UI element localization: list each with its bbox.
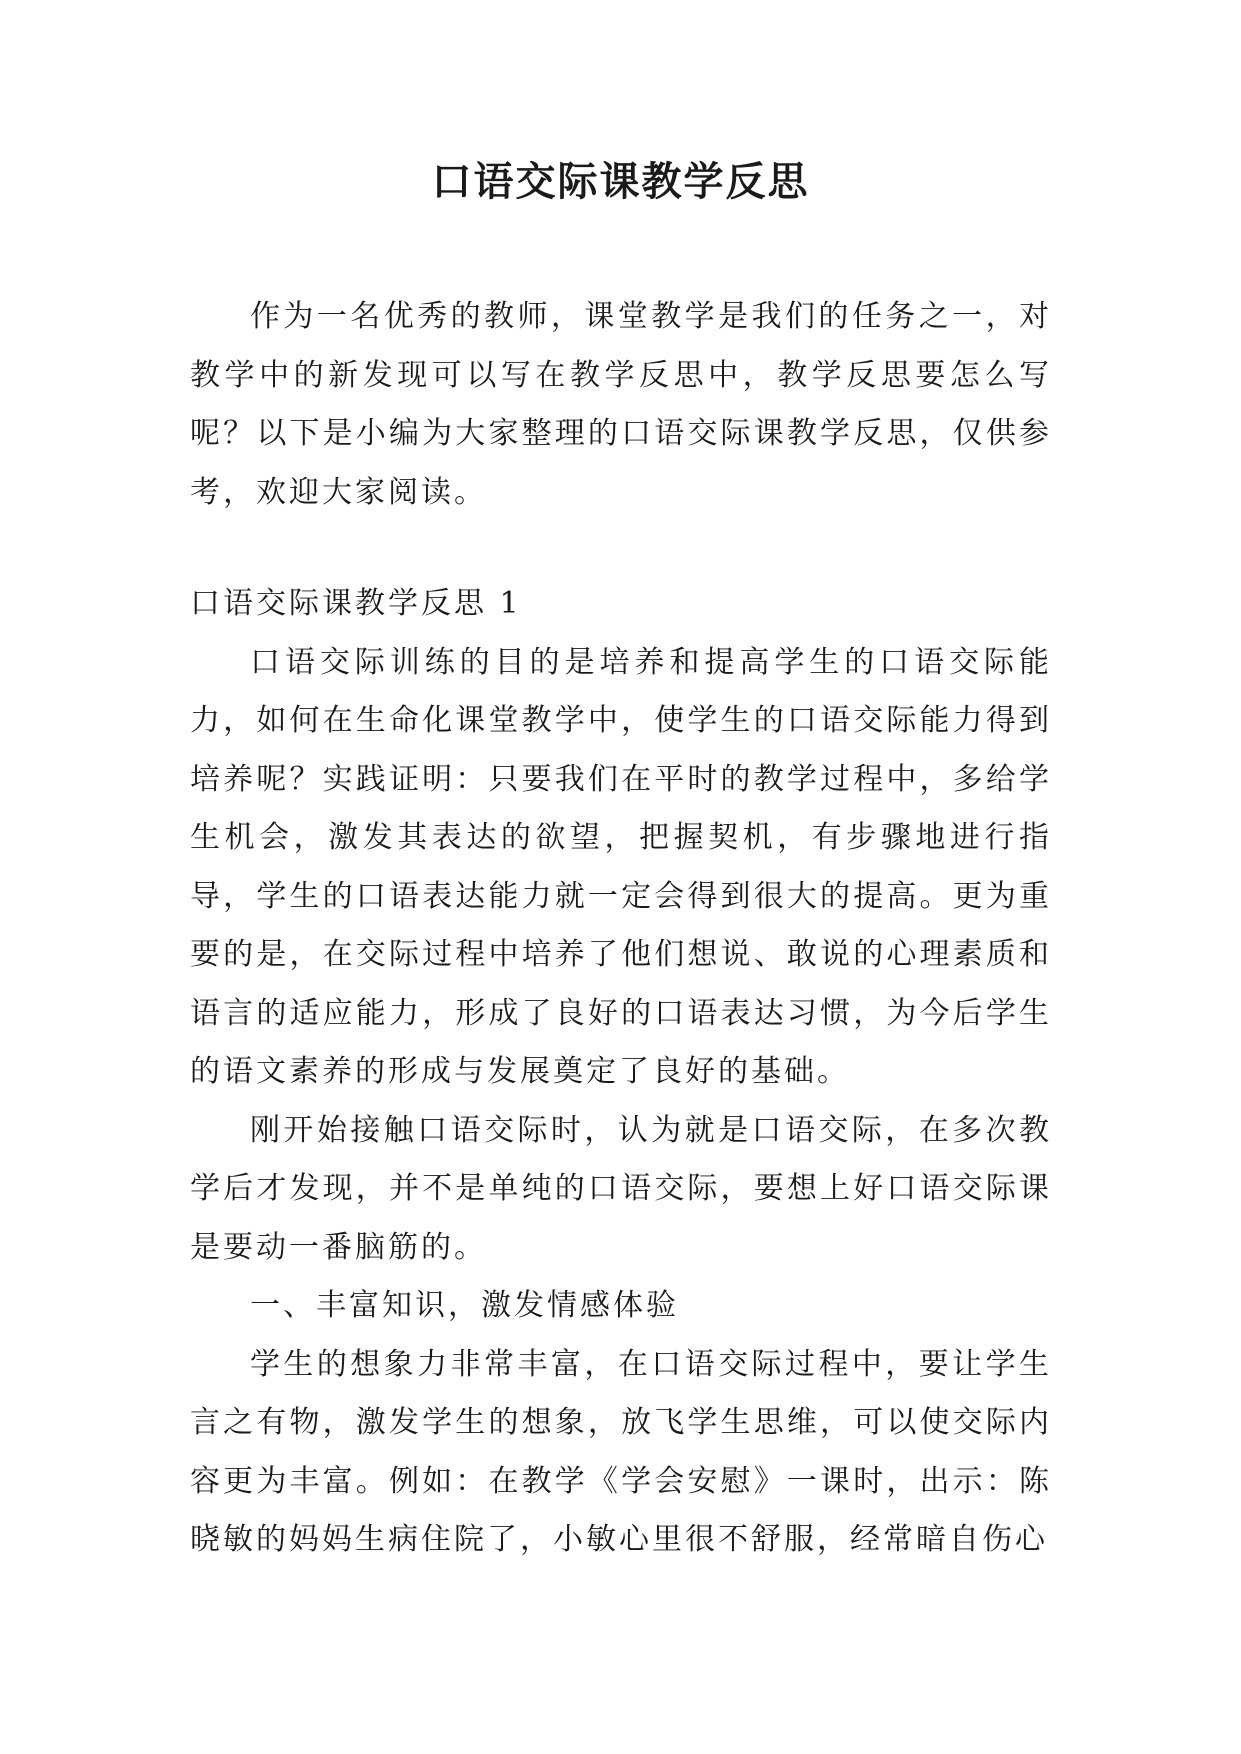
- subheading-paragraph: 一、丰富知识，激发情感体验: [250, 1288, 679, 1323]
- section-block: [190, 575, 1052, 1570]
- document-title: 口语交际课教学反思: [431, 158, 810, 205]
- body-paragraph: 学生的想象力非常丰富，在口语交际过程中，要让学生言之有物，激发学生的想象，放飞学生思维，可以使交际内容更为丰富。例如：在教学《学会安慰》一课时，出示：陈晓敏的妈妈生病住院了，小敏心里很不舒服，经常暗自伤心: [190, 1346, 1052, 1557]
- intro-block: [190, 288, 1052, 522]
- body-paragraph: 刚开始接触口语交际时，认为就是口语交际，在多次教学后才发现，并不是单纯的口语交际，要想上好口语交际课是要动一番脑筋的。: [190, 1112, 1052, 1265]
- body-paragraph: 口语交际训练的目的是培养和提高学生的口语交际能力，如何在生命化课堂教学中，使学生的口语交际能力得到培养呢？实践证明：只要我们在平时的教学过程中，多给学生机会，激发其表达的欲望，把握契机，有步骤地进行指导，学生的口语表达能力就一定会得到很大的提高。更为重要的是，在交际过程中培养了他们想说、敢说的心理素质和语言的适应能力，形成了良好的口语表达习惯，为今后学生的语文素养的形成与发展奠定了良好的基础。: [190, 644, 1052, 1089]
- section-heading: 口语交际课教学反思 1: [190, 586, 522, 621]
- intro-paragraph: 作为一名优秀的教师，课堂教学是我们的任务之一，对教学中的新发现可以写在教学反思中，教学反思要怎么写呢？以下是小编为大家整理的口语交际课教学反思，仅供参考，欢迎大家阅读。: [190, 299, 1052, 510]
